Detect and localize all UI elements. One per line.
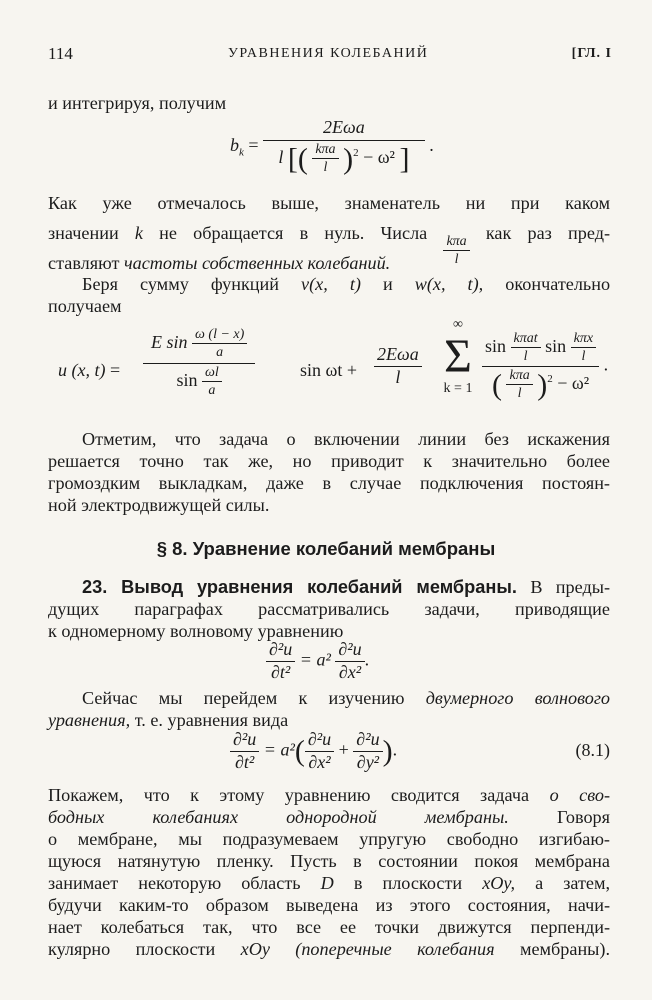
eq81-f2-den: ∂y² xyxy=(356,751,380,772)
t1-tail: sin ωt + xyxy=(300,360,358,380)
eq1d-eq: = a² xyxy=(299,649,331,670)
t3-f1-den: l xyxy=(523,349,528,365)
math-D: D xyxy=(320,873,334,893)
italic-term: частоты собственных колебаний. xyxy=(123,253,391,273)
italic-term: двумерного волнового xyxy=(425,688,611,708)
running-title: УРАВНЕНИЯ КОЛЕБАНИЙ xyxy=(228,46,429,61)
inline-fraction-den: l xyxy=(454,252,459,268)
section-heading: § 8. Уравнение колебаний мембраны xyxy=(156,538,496,559)
text-line: нает колебаться так, что все ее точки движутся перпенди- xyxy=(48,917,610,937)
text-line: громоздким выкладкам, даже в случае подключения постоян- xyxy=(48,473,610,493)
t3-f2-den: l xyxy=(581,349,586,365)
text-span: окончательно xyxy=(505,274,611,294)
subsection-title: 23. Вывод уравнения колебаний мембраны. xyxy=(82,577,517,597)
t1-num-frac-num: ω (l − x) xyxy=(195,327,245,342)
eq81-f2-num: ∂²u xyxy=(356,729,380,749)
text-line xyxy=(82,687,610,709)
text-line: о мембране, мы подразумеваем упругую свободно изгибаю- xyxy=(48,829,610,849)
formula-bk-num: 2Eωa xyxy=(323,117,365,137)
t1-den-frac-den: a xyxy=(208,383,216,399)
formula-bk-fraction: 2Eωa l [( $\frac{\text{kπa}}{l}$ )$^2$ − ω² ] xyxy=(263,118,425,176)
text-line xyxy=(82,576,610,598)
formula-bk-eq: = xyxy=(248,134,259,155)
t3-sin1: sin xyxy=(485,336,507,357)
math-w: w(x, t), xyxy=(414,274,484,294)
text-line: щуюся натянутую пленку. Пусть в состоянии покоя мембрана xyxy=(48,851,610,871)
text-span: Говоря xyxy=(556,807,611,827)
eq1d-end: . xyxy=(364,649,370,670)
formula-u xyxy=(48,317,618,415)
t1-num-frac-den: a xyxy=(216,345,224,361)
formula-8-1: $\frac{\text{∂²u}}{\text{∂t²}}$ = a²( $\frac{\text{∂²u}}{\text{∂x²}}$ + $\frac{\text{∂²u}}{\text{∂y²}}$ ). xyxy=(230,730,397,773)
text-span: В преды- xyxy=(530,577,610,597)
text-line: и интегрируя, получим xyxy=(48,93,227,113)
math-xOy: xOy, xyxy=(482,873,516,893)
eq1d-rhs-num: ∂²u xyxy=(338,639,362,659)
text-line: дущих параграфах рассматривались задачи, приводящие xyxy=(48,599,610,619)
text-span: не обращается в нуль. Числа xyxy=(159,223,428,243)
text-line xyxy=(48,784,610,806)
formula-bk-lhs-sub: k xyxy=(239,146,244,159)
t1-den-frac-num: ωl xyxy=(205,364,219,380)
formula-bk-den-rest: − ω² xyxy=(363,146,395,167)
formula-u-term1 xyxy=(143,327,255,399)
eq1d-lhs-den: ∂t² xyxy=(271,661,291,682)
t1-num: E sin xyxy=(151,332,188,353)
running-header xyxy=(48,44,612,70)
text-line xyxy=(48,806,610,828)
text-line: Отметим, что задача о включении линии без искажения xyxy=(82,429,610,449)
eq81-eq: = a² xyxy=(263,739,295,760)
formula-bk-inner-num: kπa xyxy=(315,141,336,157)
text-span: Покажем, что к этому уравнению сводится задача xyxy=(48,785,530,805)
formula-u-eq: = xyxy=(109,360,121,380)
t3-den-num: kπa xyxy=(509,367,530,383)
t3-f1-num: kπat xyxy=(513,331,538,346)
text-line: решается точно так же, но приводит к значительно более xyxy=(48,451,610,471)
eq1d-rhs-den: ∂x² xyxy=(338,661,362,682)
formula-u-lhs: u (x, t) xyxy=(58,360,106,380)
text-line: ной электродвижущей силы. xyxy=(48,495,270,515)
t2-den: l xyxy=(395,366,401,387)
eq81-lhs-den: ∂t² xyxy=(235,751,255,772)
sum-top: ∞ xyxy=(453,317,463,332)
eq81-f1-num: ∂²u xyxy=(307,729,332,749)
text-span: как раз пред- xyxy=(485,223,611,243)
text-span: значении xyxy=(48,223,119,243)
math-xOy: xOy xyxy=(240,939,270,959)
formula-bk xyxy=(230,118,434,176)
formula-u-sum xyxy=(438,317,478,397)
text-line xyxy=(48,709,610,731)
text-span: и xyxy=(382,274,393,294)
formula-bk-end: . xyxy=(429,134,434,155)
t3-den-rest: − ω² xyxy=(557,372,590,393)
sum-bottom: k = 1 xyxy=(443,381,473,396)
italic-term: бодных колебаниях однородной мембраны. xyxy=(48,807,509,827)
formula-u-term2 xyxy=(374,345,422,388)
text-span: Сейчас мы перейдем к изучению xyxy=(82,688,405,708)
text-line xyxy=(48,938,610,960)
t3-f2-num: kπx xyxy=(573,331,594,346)
formula-u-term3: sin $\frac{\text{kπat}}{l}$ sin $\frac{\text{kπx}}{l}$ ( $\frac{\text{kπa}}{l}$ )$^2$ − ω² xyxy=(482,331,599,402)
formula-1d-wave xyxy=(266,640,369,683)
italic-term: о сво- xyxy=(549,785,610,805)
text-line: к одномерному волновому уравнению xyxy=(48,621,344,641)
text-line: Как уже отмечалось выше, знаменатель ни при каком xyxy=(48,193,610,213)
text-line: получаем xyxy=(48,296,122,316)
eq81-plus: + xyxy=(338,739,349,760)
page-number: 114 xyxy=(48,44,73,63)
inline-fraction-num: kπa xyxy=(446,234,467,249)
text-span: мембраны). xyxy=(519,939,611,959)
text-span: кулярно плоскости xyxy=(48,939,216,959)
text-span: а затем, xyxy=(535,873,611,893)
formula-bk-lhs: b xyxy=(230,134,239,155)
sum-symbol: Σ xyxy=(444,330,472,383)
text-span: Беря сумму функций xyxy=(82,274,280,294)
eq81-end: . xyxy=(392,739,398,760)
italic-term: уравнения, xyxy=(48,710,131,730)
formula-bk-inner-den: l xyxy=(323,160,328,176)
equation-number: (8.1) xyxy=(575,740,610,760)
text-line xyxy=(48,872,610,894)
text-span: т. е. уравнения вида xyxy=(134,710,289,730)
text-line xyxy=(48,252,610,274)
text-line: будучи каким-то образом выведена из этого состояния, начи- xyxy=(48,895,610,915)
formula-bk-den-l: l xyxy=(278,146,284,167)
math-v: v(x, t) xyxy=(301,274,361,294)
text-line xyxy=(82,273,610,295)
math-k: k xyxy=(134,223,143,243)
formula-u-end: . xyxy=(603,354,609,375)
eq1d-lhs-num: ∂²u xyxy=(269,639,293,659)
text-span: занимает некоторую область xyxy=(48,873,301,893)
t3-sin2: sin xyxy=(545,336,567,357)
t2-num: 2Eωa xyxy=(377,344,419,364)
t3-den-den: l xyxy=(517,386,522,402)
eq81-lhs-num: ∂²u xyxy=(233,729,257,749)
chapter-label: [ГЛ. I xyxy=(571,46,612,61)
text-span: в плоскости xyxy=(353,873,463,893)
text-span: ставляют xyxy=(48,253,120,273)
eq81-f1-den: ∂x² xyxy=(308,751,331,772)
t1-den: sin xyxy=(176,369,198,390)
italic-term: (поперечные колебания xyxy=(295,939,495,959)
